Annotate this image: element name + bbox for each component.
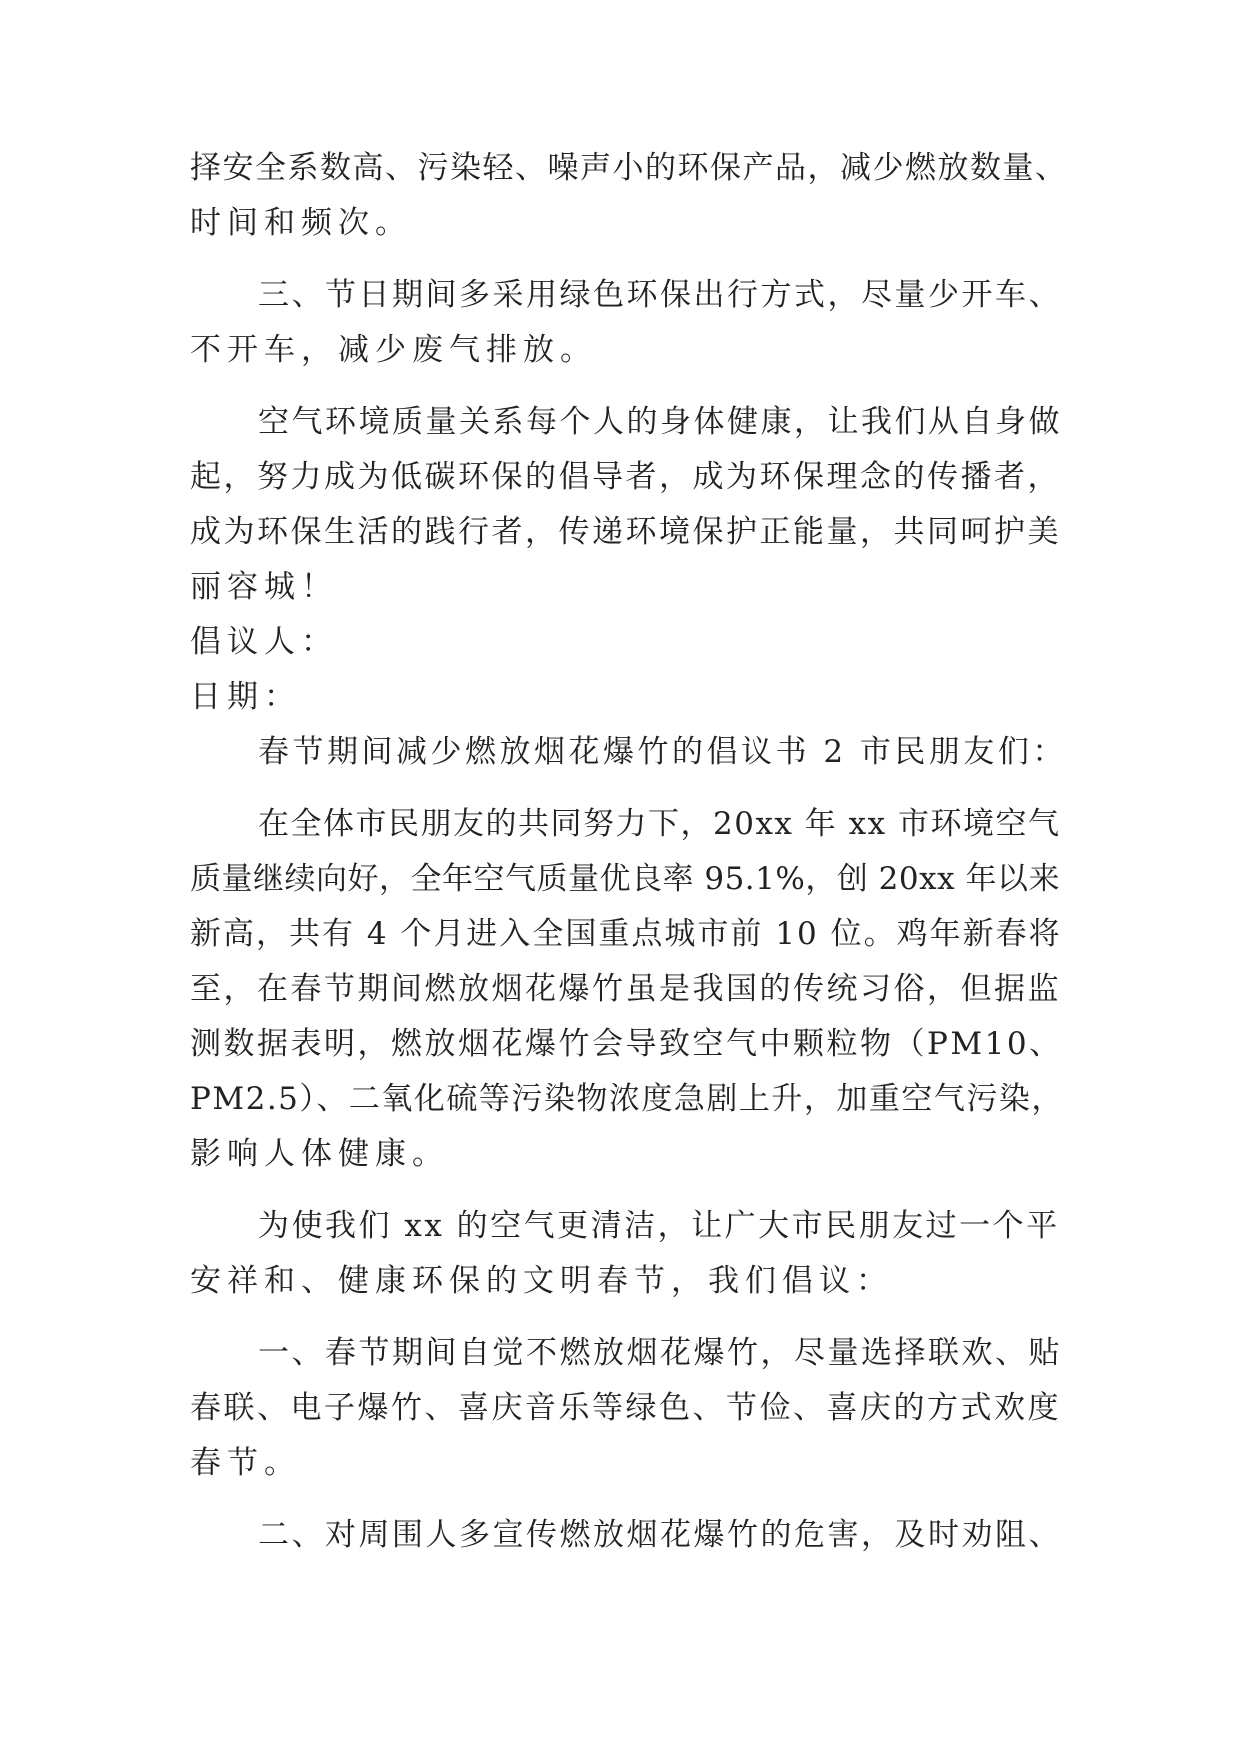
text-line: 质量继续向好，全年空气质量优良率 95.1%，创 20xx 年以来 — [190, 861, 1060, 897]
text-line: 择安全系数高、污染轻、噪声小的环保产品，减少燃放数量、 — [190, 150, 1068, 186]
proposer-label: 倡议人： — [190, 624, 338, 660]
text-line: PM2.5）、二氧化硫等污染物浓度急剧上升，加重空气污染， — [190, 1081, 1064, 1117]
date-label: 日期： — [190, 679, 301, 715]
text-line: 春联、电子爆竹、喜庆音乐等绿色、节俭、喜庆的方式欢度 — [190, 1390, 1061, 1426]
paragraph-start-line: 在全体市民朋友的共同努力下，20xx 年 xx 市环境空气 — [258, 806, 1061, 842]
text-line: 不开车，减少废气排放。 — [190, 332, 597, 368]
paragraph-start-line: 一、春节期间自觉不燃放烟花爆竹，尽量选择联欢、贴 — [258, 1335, 1062, 1371]
text-line: 新高，共有 4 个月进入全国重点城市前 10 位。鸡年新春将 — [190, 916, 1062, 952]
paragraph-start-line: 二、对周围人多宣传燃放烟花爆竹的危害，及时劝阻、 — [258, 1517, 1062, 1553]
paragraph-start-line: 空气环境质量关系每个人的身体健康，让我们从自身做 — [258, 404, 1062, 440]
text-line: 安祥和、健康环保的文明春节，我们倡议： — [190, 1263, 893, 1299]
text-line: 成为环保生活的践行者，传递环境保护正能量，共同呵护美 — [190, 514, 1061, 550]
text-line: 春节。 — [190, 1445, 301, 1481]
text-line: 影响人体健康。 — [190, 1136, 449, 1172]
text-line: 测数据表明，燃放烟花爆竹会导致空气中颗粒物（PM10、 — [190, 1026, 1063, 1062]
section-heading: 春节期间减少燃放烟花爆竹的倡议书 2 市民朋友们： — [258, 734, 1067, 770]
text-line: 起，努力成为低碳环保的倡导者，成为环保理念的传播者， — [190, 459, 1061, 495]
text-line: 时间和频次。 — [190, 205, 412, 241]
text-line: 丽容城！ — [190, 569, 338, 605]
paragraph-start-line: 三、节日期间多采用绿色环保出行方式，尽量少开车、 — [258, 277, 1062, 313]
text-line: 至，在春节期间燃放烟花爆竹虽是我国的传统习俗，但据监 — [190, 971, 1061, 1007]
paragraph-start-line: 为使我们 xx 的空气更清洁，让广大市民朋友过一个平 — [258, 1208, 1060, 1244]
